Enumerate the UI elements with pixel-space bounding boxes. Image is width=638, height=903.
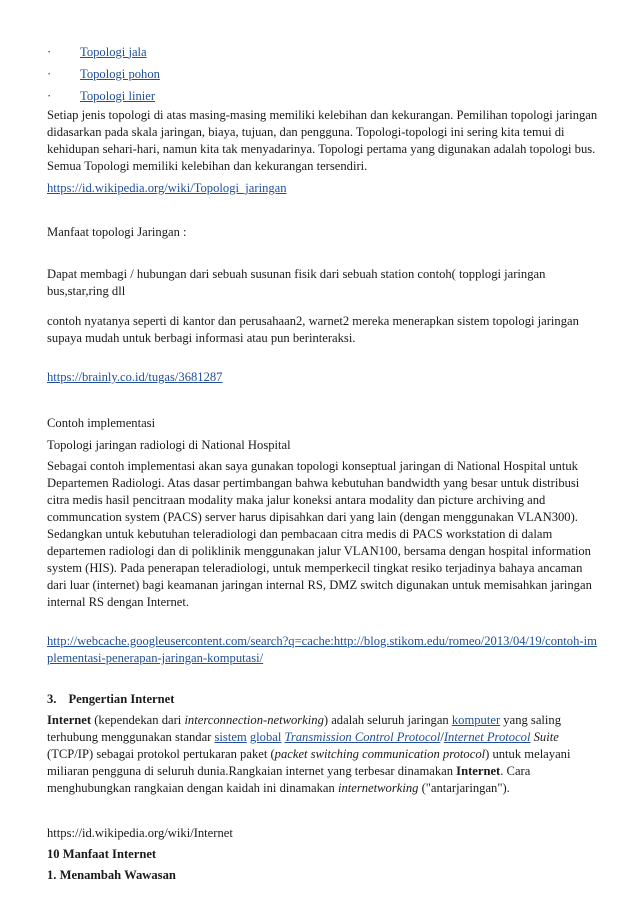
bullet-symbol: · [47, 66, 52, 81]
text-run: / [440, 730, 444, 744]
text-run: ) untuk melayani miliaran pengguna di seluruh dunia.Rangkaian internet yang terbesar dinamakan [47, 747, 571, 778]
text-run: ("antarjaringan"). [418, 781, 510, 795]
link-internet-protocol[interactable]: Internet Protocol [443, 730, 531, 744]
bullet-symbol: · [47, 44, 52, 59]
bullet-symbol: · [47, 88, 52, 103]
text-run: (kependekan dari [91, 713, 185, 727]
text-run-italic: interconnection-networking [184, 713, 324, 727]
section-3-heading [47, 691, 598, 708]
paragraph-topologi: Setiap jenis topologi di atas masing-masing memiliki kelebihan dan kekurangan. Pemilihan topologi jaringan didasarkan pada skala jaringan, biaya, tujuan, dan pengguna. Topologi-topologi ini sering kita temui di kehidupan sehari-hari, namun kita tak menyadarinya. Topologi pertama yang digunakan adalah topologi bus. Semua Topologi memiliki kelebihan dan kekurangan tersendiri. [47, 108, 598, 173]
heading-contoh-implementasi: Contoh implementasi [47, 416, 156, 430]
text-run-italic: packet switching communication protocol [274, 747, 486, 761]
text-run: (TCP/IP) sebagai protokol pertukaran paket ( [47, 747, 275, 761]
bullet-item [47, 86, 598, 106]
link-topologi-jala[interactable]: Topologi jala [80, 44, 147, 59]
heading-manfaat-topologi: Manfaat topologi Jaringan : [47, 225, 187, 239]
heading-radiologi: Topologi jaringan radiologi di National Hospital [47, 438, 291, 452]
bullet-item [47, 64, 598, 84]
text-run: . Cara menghubungkan rangkaian dengan kaidah ini dinamakan [47, 764, 531, 795]
wiki-internet-text: https://id.wikipedia.org/wiki/Internet [47, 826, 233, 840]
heading-manfaat-internet: 10 Manfaat Internet [47, 847, 157, 861]
paragraph-internet [47, 712, 598, 797]
internet-term: Internet [456, 764, 501, 778]
paragraph-contoh: contoh nyatanya seperti di kantor dan perusahaan2, warnet2 mereka menerapkan sistem topologi jaringan supaya mudah untuk berbagi informasi atau pun berinteraksi. [47, 314, 579, 345]
link-komputer[interactable]: komputer [451, 713, 501, 727]
link-topologi-linier[interactable]: Topologi linier [80, 88, 156, 103]
internet-term: Internet [47, 713, 92, 727]
link-webcache[interactable]: http://webcache.googleusercontent.com/search?q=cache:http://blog.stikom.edu/romeo/2013/04/19/contoh-implementasi-penerapan-jaringan-komputasi/ [47, 634, 597, 665]
link-brainly[interactable]: https://brainly.co.id/tugas/3681287 [47, 370, 223, 384]
text-run-italic: Suite [530, 730, 559, 744]
text-run: ) adalah seluruh jaringan [323, 713, 452, 727]
paragraph-radiologi: Sebagai contoh implementasi akan saya gunakan topologi konseptual jaringan di National Hospital untuk Departemen Radiologi. Atas dasar pertimbangan bahwa kebutuhan bandwidth yang besar untuk distribusi citra medis hasil pencitraan modality maka jalur koneksi antara modality dan picture archiving and communcation system (PACS) server harus dipisahkan dari yang lain (dengan menggunakan VLAN300). Sedangkan untuk kebutuhan teleradiologi dan pembacaan citra medis di PACS workstation di dalam departemen radiologi dan di poliklinik menggunakan jalur VLAN100, bersama dengan hospital information system (HIS). Pada penerapan teleradiologi, untuk memperkecil tingkat resiko terjadinya bahaya ancaman dari luar (internet) bagi keamanan jaringan internal RS, DMZ switch digunakan untuk memisahkan jaringan internal RS dengan Internet. [47, 459, 592, 609]
link-topologi-pohon[interactable]: Topologi pohon [80, 66, 160, 81]
paragraph-membagi: Dapat membagi / hubungan dari sebuah susunan fisik dari sebuah station contoh( topplogi jaringan bus,star,ring dll [47, 267, 546, 298]
link-sistem[interactable]: sistem [214, 730, 247, 744]
bullet-item [47, 42, 598, 62]
link-global[interactable]: global [249, 730, 282, 744]
section-title: Pengertian Internet [68, 692, 175, 706]
link-wiki-topologi[interactable]: https://id.wikipedia.org/wiki/Topologi_jaringan [47, 181, 287, 195]
link-tcp[interactable]: Transmission Control Protocol [284, 730, 441, 744]
text-run-italic: internetworking [337, 781, 419, 795]
section-number: 3. [47, 692, 57, 706]
heading-menambah-wawasan: 1. Menambah Wawasan [47, 868, 176, 882]
text-run: yang saling terhubung menggunakan standar [47, 713, 562, 744]
